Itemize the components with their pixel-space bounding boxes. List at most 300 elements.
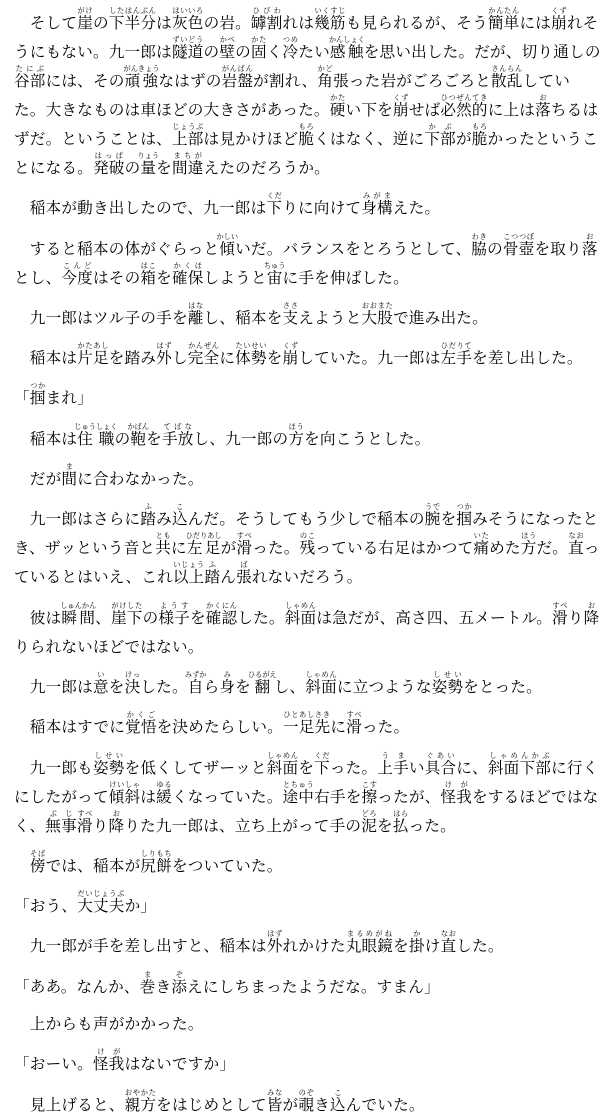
- furigana: とも: [155, 531, 171, 541]
- ruby-base: 斜面下部: [487, 758, 552, 777]
- ruby-base: 手放: [161, 429, 194, 448]
- furigana: どろ: [361, 808, 377, 818]
- ruby-base: 間: [61, 470, 78, 489]
- paragraph: [14, 670, 601, 702]
- furigana: しせい: [92, 750, 125, 760]
- paragraph: [14, 301, 601, 333]
- ruby-word: [45, 808, 77, 835]
- text-run: には、その: [45, 72, 125, 90]
- ruby-base: 払: [392, 816, 409, 835]
- text-run: なはずの: [158, 72, 222, 90]
- text-run: えようと: [298, 308, 362, 327]
- ruby-base: 頑強: [123, 72, 160, 90]
- ruby-word: [61, 260, 93, 287]
- paragraph: [14, 849, 601, 881]
- text-run: をするほどではなく、: [14, 787, 599, 835]
- text-run: し、: [273, 677, 306, 696]
- furigana: ま: [61, 462, 78, 472]
- ruby-base: 落: [535, 101, 551, 119]
- ruby-word: [29, 848, 46, 875]
- paragraph: [14, 1088, 601, 1120]
- furigana: かくにん: [205, 600, 238, 610]
- ruby-word: [171, 122, 204, 148]
- ruby-word: [184, 669, 207, 696]
- text-run: に手を伸ばした。: [282, 268, 409, 287]
- ruby-word: [431, 669, 464, 696]
- text-run: 、: [95, 608, 111, 627]
- furigana: ま: [139, 969, 156, 979]
- paragraph: [14, 751, 601, 841]
- furigana: じゅうしょく: [74, 421, 118, 431]
- furigana: かど: [317, 64, 334, 73]
- ruby-word: [377, 750, 409, 777]
- text-run: くなっていた。: [171, 787, 283, 806]
- ruby-base: 共: [155, 539, 172, 558]
- ruby-word: [137, 151, 160, 177]
- ruby-base: 離: [187, 308, 204, 327]
- ruby-base: 下半分: [108, 14, 157, 32]
- ruby-word: [92, 151, 125, 177]
- text-run: を: [146, 429, 162, 448]
- ruby-word: [185, 531, 222, 558]
- ruby-base: 完全: [187, 349, 220, 368]
- ruby-base: 上部: [171, 130, 204, 148]
- text-run: んでいた。: [345, 1095, 425, 1114]
- ruby-base: 掴: [29, 389, 46, 408]
- text-run: った。: [361, 718, 410, 737]
- furigana: しゅんかん: [60, 600, 97, 610]
- ruby-word: [282, 779, 315, 806]
- ruby-word: [171, 6, 204, 32]
- text-run: に立つような: [336, 677, 432, 696]
- ruby-word: [219, 35, 236, 61]
- ruby-word: [140, 848, 172, 875]
- ruby-base: 脆: [298, 130, 315, 148]
- paragraph: [14, 970, 601, 1002]
- text-run: の: [487, 239, 503, 258]
- text-run: を: [266, 349, 283, 368]
- text-run: かったということになる。: [14, 130, 599, 177]
- ruby-word: [266, 1087, 283, 1114]
- text-run: に、: [456, 758, 488, 777]
- ruby-base: 方: [520, 539, 537, 558]
- ruby-base: 擦: [361, 787, 378, 806]
- ruby-word: [92, 1047, 125, 1074]
- ruby-base: 身構: [361, 199, 393, 218]
- ruby-word: [14, 64, 46, 90]
- ruby-word: [250, 6, 283, 32]
- ruby-base: 降: [108, 816, 125, 835]
- ruby-base: 支: [282, 308, 299, 327]
- ruby-word: [346, 710, 362, 737]
- ruby-base: 脇: [471, 239, 488, 258]
- ruby-word: [77, 341, 109, 368]
- ruby-word: [266, 929, 283, 956]
- ruby-base: 下: [266, 199, 283, 218]
- text-run: で進み出た。: [393, 308, 488, 327]
- ruby-word: [171, 35, 204, 61]
- paragraph: [14, 889, 601, 921]
- ruby-word: [108, 779, 141, 806]
- ruby-base: 皆: [266, 1095, 283, 1114]
- ruby-base: 硬: [329, 101, 346, 119]
- text-run: か」: [124, 897, 157, 916]
- text-run: ちるはずだ。ということは、: [14, 101, 599, 148]
- ruby-word: [61, 462, 78, 489]
- ruby-base: 自: [184, 677, 207, 696]
- text-run: ったが、: [377, 787, 441, 806]
- text-run: を差し出した。: [472, 349, 583, 368]
- ruby-word: [392, 93, 409, 119]
- paragraph: [14, 929, 601, 961]
- text-run: 稲本は: [29, 349, 78, 368]
- ruby-word: [282, 710, 331, 737]
- ruby-base: 緩: [156, 787, 172, 806]
- furigana: お: [581, 231, 598, 241]
- ruby-base: 体勢: [235, 349, 267, 368]
- furigana: ひつぜんてき: [440, 93, 488, 102]
- text-run: に: [330, 718, 347, 737]
- text-run: では、稲本が: [45, 856, 141, 875]
- text-run: えたのだろうか。: [203, 159, 330, 177]
- furigana: かくご: [125, 710, 157, 720]
- text-run: 「: [14, 389, 30, 408]
- ruby-word: [29, 381, 46, 408]
- text-run: を: [440, 510, 457, 529]
- furigana: ふ: [140, 502, 157, 512]
- ruby-word: [424, 122, 456, 148]
- furigana: くだ: [266, 191, 283, 201]
- furigana: ようす: [158, 600, 190, 610]
- furigana: のぞ: [298, 1087, 315, 1097]
- furigana: こす: [361, 779, 378, 789]
- furigana: つか: [29, 381, 46, 391]
- ruby-base: 泥: [361, 816, 377, 835]
- ruby-word: [125, 710, 157, 737]
- text-run: 九一郎も: [29, 758, 93, 777]
- ruby-base: 片足: [77, 349, 109, 368]
- ruby-base: 巻: [139, 977, 156, 996]
- furigana: すべ: [552, 600, 568, 610]
- ruby-word: [266, 750, 299, 777]
- text-run: 張った岩がごろごろと: [333, 72, 492, 90]
- ruby-base: 滑: [346, 718, 362, 737]
- text-run: を取り: [534, 239, 582, 258]
- ruby-word: [74, 421, 118, 448]
- ruby-word: [282, 35, 299, 61]
- ruby-base: 鞄: [127, 429, 150, 448]
- text-run: んだ。そうしてもう少しで稲本の: [187, 510, 425, 529]
- ruby-word: [317, 64, 334, 90]
- text-run: が割れ、: [253, 72, 318, 90]
- text-run: をとった。: [463, 677, 542, 696]
- text-run: に上は: [487, 101, 536, 119]
- text-run: き: [155, 977, 172, 996]
- text-run: を: [235, 677, 251, 696]
- ruby-word: [250, 35, 267, 61]
- ruby-word: [110, 600, 143, 627]
- paragraph: [14, 462, 601, 494]
- furigana: なお: [440, 929, 457, 939]
- ruby-base: 張: [236, 568, 252, 587]
- furigana: ひびわ: [250, 6, 283, 15]
- text-run: めた: [489, 539, 521, 558]
- text-run: を: [376, 816, 393, 835]
- ruby-base: 込: [329, 1095, 346, 1114]
- paragraph: [14, 601, 601, 662]
- ruby-word: [551, 6, 567, 32]
- ruby-word: [502, 231, 535, 258]
- text-run: ん: [220, 568, 237, 587]
- paragraph: [14, 6, 601, 183]
- furigana: くず: [282, 341, 299, 351]
- ruby-base: 具合: [424, 758, 457, 777]
- ruby-word: [187, 341, 220, 368]
- furigana: けっ: [124, 669, 141, 679]
- text-run: していた。九一郎は: [298, 349, 441, 368]
- ruby-base: 翻: [247, 677, 277, 696]
- furigana: こんど: [61, 260, 93, 270]
- ruby-word: [172, 560, 205, 587]
- ruby-word: [471, 122, 488, 148]
- text-run: の: [203, 43, 220, 61]
- ruby-word: [92, 669, 109, 696]
- text-run: しようと: [203, 268, 267, 287]
- ruby-base: 丸眼鏡: [345, 937, 394, 956]
- text-run: をはじめとして: [156, 1095, 267, 1114]
- furigana: すべ: [236, 531, 253, 541]
- ruby-word: [108, 6, 157, 32]
- text-run: の: [124, 159, 141, 177]
- ruby-base: 決: [124, 677, 141, 696]
- text-run: は急だが、高さ四、五メートル。: [316, 608, 552, 627]
- text-run: れは: [282, 14, 315, 32]
- text-run: 九一郎は: [29, 677, 93, 696]
- ruby-base: 隧道: [171, 43, 204, 61]
- ruby-word: [284, 600, 317, 627]
- text-run: り: [92, 816, 109, 835]
- ruby-word: [156, 341, 172, 368]
- text-run: を決めたらしい。: [156, 718, 283, 737]
- ruby-base: 冷: [282, 43, 299, 61]
- ruby-word: [424, 750, 457, 777]
- ruby-base: 岩盤: [221, 72, 254, 90]
- ruby-word: [361, 191, 393, 218]
- ruby-base: 掴: [456, 510, 473, 529]
- ruby-word: [156, 779, 172, 806]
- text-run: いだ。バランスをとろうとして、: [235, 239, 472, 258]
- text-run: が: [455, 130, 472, 148]
- ruby-base: 確保: [171, 268, 204, 287]
- text-run: を: [189, 608, 206, 627]
- ruby-word: [92, 750, 125, 777]
- ruby-base: 灰色: [171, 14, 204, 32]
- ruby-word: [124, 1087, 157, 1114]
- furigana: とちゅう: [282, 779, 315, 789]
- ruby-word: [299, 531, 316, 558]
- ruby-base: 左足: [185, 539, 222, 558]
- furigana: お: [108, 808, 125, 818]
- text-run: を: [393, 937, 409, 956]
- text-run: ら: [203, 677, 220, 696]
- text-run: を: [298, 758, 315, 777]
- text-run: 見上げると、: [29, 1095, 125, 1114]
- ruby-base: 添: [171, 977, 188, 996]
- ruby-base: 滑: [76, 816, 93, 835]
- furigana: はな: [187, 300, 204, 310]
- ruby-base: 傍: [29, 856, 46, 875]
- text-run: し、稲本を: [203, 308, 283, 327]
- furigana: ぞ: [171, 969, 188, 979]
- ruby-word: [329, 93, 346, 119]
- text-run: れないだろう。: [251, 568, 363, 587]
- furigana: じょうぶ: [171, 122, 204, 131]
- ruby-base: 脆: [471, 130, 488, 148]
- text-run: を向こうとした。: [304, 429, 431, 448]
- text-run: が: [220, 539, 237, 558]
- ruby-base: 落: [581, 239, 598, 258]
- text-run: け: [424, 937, 441, 956]
- ruby-word: [171, 151, 204, 177]
- text-run: りられないほどではない。: [14, 637, 204, 656]
- text-run: 「おーい。: [14, 1055, 93, 1074]
- ruby-word: [440, 779, 473, 806]
- text-run: り: [567, 608, 584, 627]
- ruby-base: 怪我: [92, 1055, 125, 1074]
- ruby-word: [568, 531, 584, 558]
- ruby-base: 滑: [552, 608, 568, 627]
- furigana: がんばん: [221, 64, 254, 73]
- ruby-base: 角: [317, 72, 334, 90]
- text-run: 九一郎はさらに: [29, 510, 141, 529]
- ruby-word: [487, 750, 552, 777]
- ruby-base: 残: [299, 539, 316, 558]
- ruby-base: 傾: [216, 239, 239, 258]
- text-run: だが: [29, 470, 62, 489]
- text-run: き: [314, 1095, 330, 1114]
- ruby-word: [282, 300, 299, 327]
- furigana: はら: [392, 808, 409, 818]
- text-run: まれ」: [45, 389, 93, 408]
- ruby-word: [552, 600, 568, 627]
- ruby-word: [219, 669, 236, 696]
- furigana: かぶ: [424, 122, 456, 131]
- text-run: はないですか」: [124, 1055, 236, 1074]
- text-run: 稲本はすでに: [29, 718, 126, 737]
- text-run: はその: [92, 268, 141, 287]
- ruby-base: 瞬間: [60, 608, 97, 627]
- ruby-word: [158, 600, 190, 627]
- ruby-base: 大丈夫: [77, 897, 125, 916]
- furigana: くず: [392, 93, 409, 102]
- ruby-word: [171, 969, 188, 996]
- paragraph: [14, 1010, 601, 1039]
- furigana: まるめがね: [345, 929, 394, 939]
- text-run: 九一郎が手を差し出すと、稲本は: [29, 937, 267, 956]
- ruby-word: [314, 750, 330, 777]
- text-run: りに向けて: [282, 199, 362, 218]
- ruby-base: 大股: [361, 308, 394, 327]
- text-run: に: [219, 349, 236, 368]
- text-run: した。: [456, 937, 504, 956]
- ruby-word: [535, 93, 551, 119]
- furigana: たいせい: [235, 341, 267, 351]
- ruby-word: [204, 560, 221, 587]
- furigana: まちが: [171, 151, 204, 160]
- furigana: み: [219, 669, 236, 679]
- furigana: かくほ: [171, 260, 204, 270]
- ruby-base: 掛: [408, 937, 425, 956]
- furigana: りょう: [137, 151, 160, 160]
- ruby-base: 骨壺: [502, 239, 535, 258]
- text-run: 上からも声がかかった。: [29, 1015, 204, 1034]
- ruby-word: [305, 669, 337, 696]
- furigana: うま: [377, 750, 409, 760]
- furigana: しゃめん: [284, 600, 317, 610]
- text-run: に合わなかった。: [77, 470, 204, 489]
- ruby-base: 簡単: [487, 14, 520, 32]
- ruby-base: 踏: [204, 568, 221, 587]
- ruby-base: 必然的: [440, 101, 488, 119]
- furigana: おおまた: [361, 300, 394, 310]
- furigana: はっぱ: [92, 151, 125, 160]
- furigana: つか: [456, 502, 473, 512]
- text-run: 稲本は: [29, 429, 78, 448]
- furigana: のこ: [299, 531, 316, 541]
- ruby-base: 意: [92, 677, 109, 696]
- furigana: いた: [473, 531, 490, 541]
- furigana: かんしょく: [328, 35, 365, 44]
- ruby-word: [424, 502, 441, 529]
- furigana: わき: [471, 231, 488, 241]
- ruby-base: 腕: [424, 510, 441, 529]
- furigana: したはんぶん: [108, 6, 157, 15]
- furigana: こ: [329, 1087, 346, 1097]
- ruby-base: 痛: [473, 539, 490, 558]
- text-run: 九一郎はツル子の手を: [29, 308, 188, 327]
- ruby-word: [236, 560, 252, 587]
- ruby-word: [298, 122, 315, 148]
- ruby-base: 尻餅: [140, 856, 172, 875]
- ruby-base: 斜面: [266, 758, 299, 777]
- paragraph: [14, 422, 601, 454]
- ruby-word: [123, 64, 160, 90]
- furigana: かた: [329, 93, 346, 102]
- ruby-base: 身: [219, 677, 236, 696]
- furigana: みずか: [184, 669, 207, 679]
- ruby-word: [60, 600, 97, 627]
- ruby-base: 方: [288, 429, 305, 448]
- text-run: した。: [140, 677, 188, 696]
- ruby-base: 斜面: [305, 677, 337, 696]
- text-run: そして: [29, 14, 78, 32]
- text-run: を思い出した。だが、切り通しの: [363, 43, 601, 61]
- furigana: しゃめん: [266, 750, 299, 760]
- paragraph: [14, 191, 601, 223]
- furigana: かんたん: [487, 6, 520, 15]
- ruby-word: [520, 531, 537, 558]
- furigana: ふ: [204, 560, 221, 570]
- furigana: しゃめん: [305, 669, 337, 679]
- text-run: りた九一郎は、立ち上がって手の: [124, 816, 362, 835]
- ruby-base: 壁: [219, 43, 236, 61]
- furigana: ささ: [282, 300, 299, 310]
- text-run: を: [156, 159, 172, 177]
- furigana: ぐあい: [424, 750, 457, 760]
- furigana: つめ: [282, 35, 299, 44]
- ruby-word: [76, 808, 93, 835]
- furigana: すべ: [76, 808, 93, 818]
